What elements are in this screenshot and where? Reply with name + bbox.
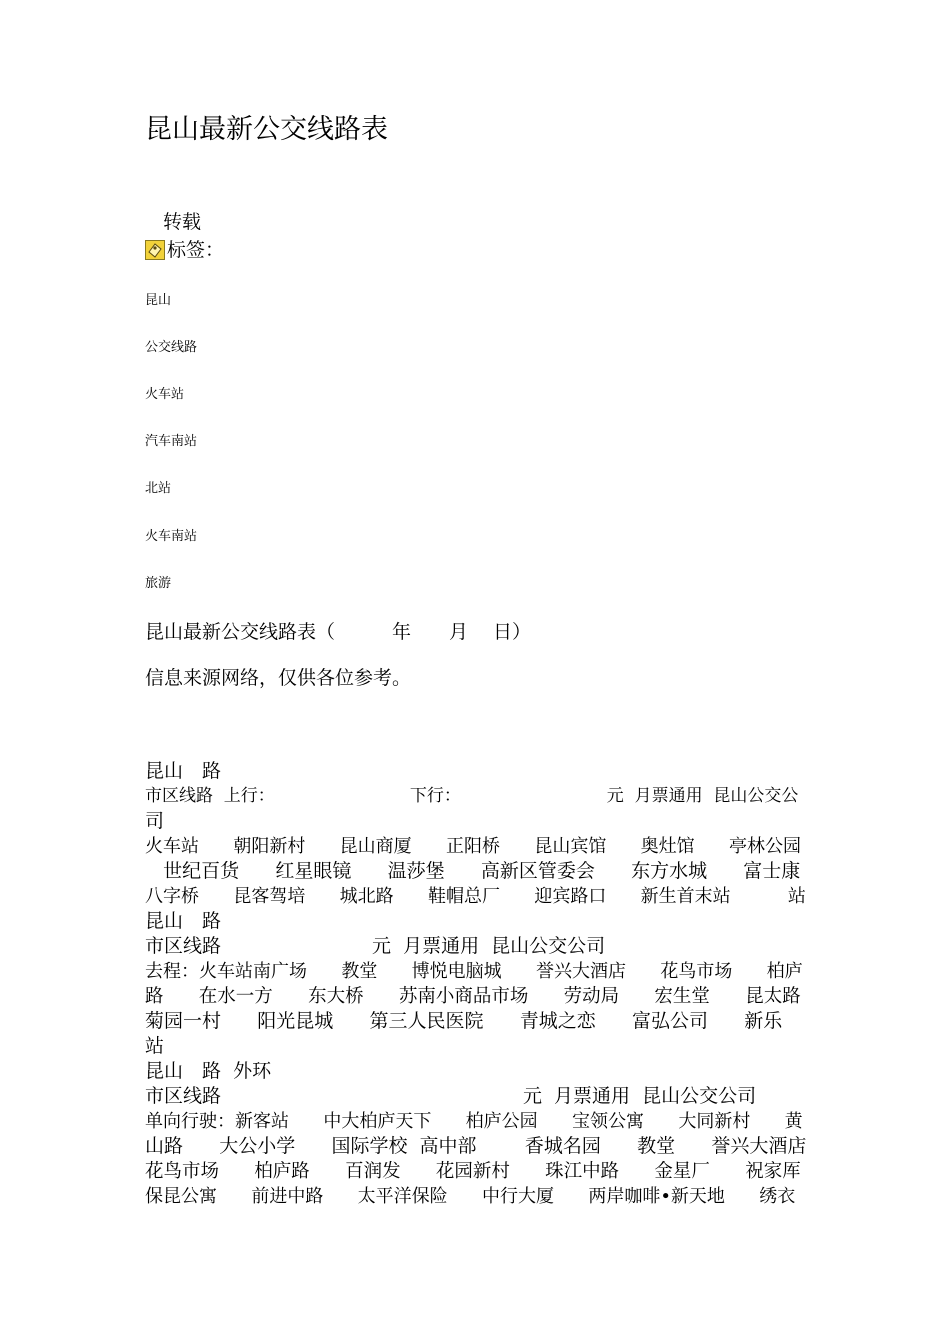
route-line: 昆山 路 bbox=[145, 760, 222, 782]
repost-label: 转载 bbox=[163, 211, 202, 233]
route-line: 昆山 路 bbox=[145, 910, 222, 932]
tag-link[interactable]: 火车南站 bbox=[145, 529, 198, 544]
route-line: 八字桥 昆客驾培 城北路 鞋帽总厂 迎宾路口 新生首末站 站 bbox=[145, 886, 806, 907]
tag-link[interactable]: 公交线路 bbox=[145, 340, 198, 355]
section-heading: 昆山最新公交线路表（ 年 月 日） bbox=[145, 621, 532, 643]
page-title: 昆山最新公交线路表 bbox=[145, 114, 388, 145]
route-line: 菊园一村 阳光昆城 第三人民医院 青城之恋 富弘公司 新乐 bbox=[145, 1010, 783, 1032]
tags-row bbox=[145, 237, 224, 263]
route-line: 昆山 路 外环 bbox=[145, 1060, 272, 1082]
route-line: 山路 大公小学 国际学校 高中部 香城名园 教堂 誉兴大酒店 bbox=[145, 1135, 807, 1157]
tag-link[interactable]: 北站 bbox=[145, 481, 172, 496]
route-line: 保昆公寓 前进中路 太平洋保险 中行大厦 两岸咖啡•新天地 绣衣 bbox=[145, 1186, 796, 1207]
source-note: 信息来源网络，仅供各位参考。 bbox=[145, 667, 412, 689]
route-list bbox=[145, 759, 810, 1209]
route-line: 市区线路 上行： 下行： 元 月票通用 昆山公交公 bbox=[145, 786, 799, 806]
route-line: 去程：火车站南广场 教堂 博悦电脑城 誉兴大酒店 花鸟市场 柏庐 bbox=[145, 961, 803, 982]
route-line: 花鸟市场 柏庐路 百润发 花园新村 珠江中路 金星厂 祝家厍 bbox=[145, 1161, 801, 1182]
route-line: 市区线路 元 月票通用 昆山公交公司 bbox=[145, 1085, 757, 1107]
tags-label: 标签： bbox=[167, 239, 225, 261]
route-line: 世纪百货 红星眼镜 温莎堡 高新区管委会 东方水城 富士康 bbox=[145, 860, 801, 882]
tag-link[interactable]: 旅游 bbox=[145, 576, 172, 591]
route-line: 司 bbox=[145, 810, 165, 832]
route-line: 市区线路 元 月票通用 昆山公交公司 bbox=[145, 935, 606, 957]
tag-link[interactable]: 火车站 bbox=[145, 387, 185, 402]
tag-icon bbox=[145, 240, 165, 260]
route-line: 单向行驶：新客站 中大柏庐天下 柏庐公园 宝领公寓 大同新村 黄 bbox=[145, 1111, 803, 1132]
route-line: 站 bbox=[145, 1035, 165, 1057]
tag-link[interactable]: 昆山 bbox=[145, 293, 172, 308]
route-line: 火车站 朝阳新村 昆山商厦 正阳桥 昆山宾馆 奥灶馆 亭林公园 bbox=[145, 836, 801, 857]
tag-link[interactable]: 汽车南站 bbox=[145, 434, 198, 449]
route-line: 路 在水一方 东大桥 苏南小商品市场 劳动局 宏生堂 昆太路 bbox=[145, 986, 801, 1007]
